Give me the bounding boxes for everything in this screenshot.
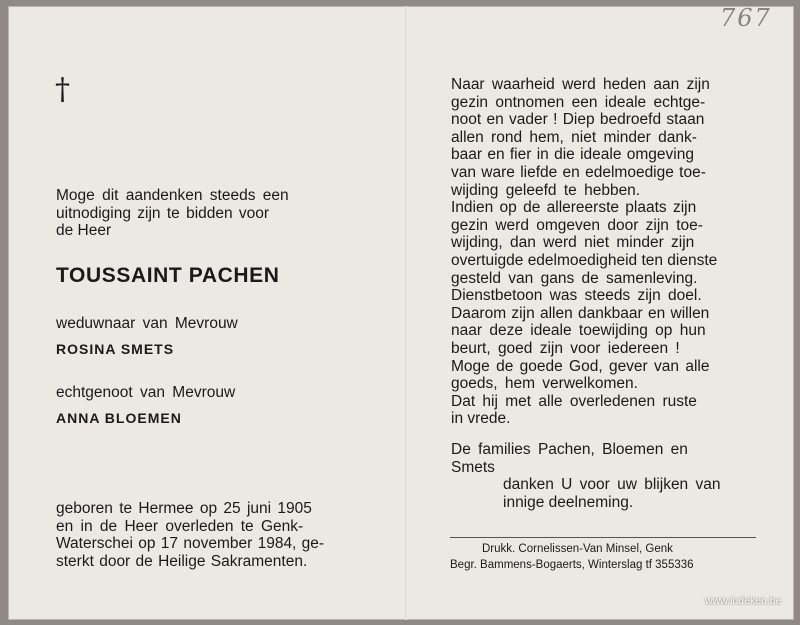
relation1-name: ROSINA SMETS <box>56 341 175 357</box>
thanks-line: Smets <box>451 458 495 476</box>
card-fold <box>405 6 407 620</box>
thanks-text <box>451 441 688 476</box>
eulogy-line: gesteld van gans de samenleving. <box>451 269 698 287</box>
eulogy-line: noot en vader ! Diep bedroefd staan <box>451 111 705 129</box>
eulogy-line: gezin ontnomen een ideale echtge- <box>451 93 706 111</box>
eulogy-text <box>451 76 717 428</box>
eulogy-line: naar deze ideale toewijding op hun <box>451 322 706 340</box>
eulogy-line: Dienstbetoon was steeds zijn doel. <box>451 287 702 305</box>
printer-line: Drukk. Cornelissen-Van Minsel, Genk <box>482 543 673 555</box>
cross-icon: † <box>55 72 70 107</box>
thanks-line: De families Pachen, Bloemen en <box>451 441 688 458</box>
eulogy-line: allen rond hem, niet minder dank- <box>451 128 697 146</box>
printer-info <box>450 541 694 573</box>
thanks-continued-text <box>503 476 720 511</box>
printer-divider <box>450 537 756 538</box>
intro-line: uitnodiging zijn te bidden voor <box>56 204 270 222</box>
thanks-line: innige deelneming. <box>503 493 634 511</box>
intro-line: Moge dit aandenken steeds een <box>56 187 289 204</box>
eulogy-line: wijding, dan werd niet minder zijn <box>451 234 695 252</box>
birth-death-line: sterkt door de Heilige Sakramenten. <box>56 552 308 570</box>
thanks-line: danken U voor uw blijken van <box>503 476 721 493</box>
eulogy-line: Moge de goede God, gever van alle <box>451 357 710 375</box>
eulogy-line: Dat hij met alle overledenen ruste <box>451 392 697 410</box>
eulogy-line: beurt, goed zijn voor iedereen ! <box>451 339 680 357</box>
eulogy-line: goeds, hem verwelkomen. <box>451 375 638 393</box>
eulogy-line: in vrede. <box>451 410 511 428</box>
deceased-name: TOUSSAINT PACHEN <box>56 264 280 287</box>
birth-death-line: Waterschei op 17 november 1984, ge- <box>56 535 325 553</box>
eulogy-line: baar en fier in die ideale omgeving <box>451 146 694 164</box>
printer-line: Begr. Bammens-Bogaerts, Winterslag tf 355336 <box>450 559 694 571</box>
intro-text <box>56 187 308 240</box>
eulogy-line: Daarom zijn allen dankbaar en willen <box>451 304 710 322</box>
birth-death-line: geboren te Hermee op 25 juni 1905 <box>56 500 312 517</box>
relation2-label: echtgenoot van Mevrouw <box>56 384 236 401</box>
eulogy-line: Naar waarheid werd heden aan zijn <box>451 76 710 93</box>
eulogy-line: gezin werd omgeven door zijn toe- <box>451 216 703 234</box>
eulogy-line: wijding geleefd te hebben. <box>451 181 641 199</box>
birth-death-line: en in de Heer overleden te Genk- <box>56 517 304 535</box>
eulogy-line: Indien op de allereerste plaats zijn <box>451 199 697 217</box>
relation1-label: weduwnaar van Mevrouw <box>56 315 238 332</box>
handwritten-number: 767 <box>720 4 772 32</box>
intro-line: de Heer <box>56 222 112 240</box>
birth-death-text <box>56 500 324 570</box>
eulogy-line: van ware liefde en edelmoedige toe- <box>451 163 706 181</box>
eulogy-line: overtuigde edelmoedigheid ten dienste <box>451 251 718 269</box>
relation2-name: ANNA BLOEMEN <box>56 410 182 426</box>
site-watermark: www.indeken.be <box>705 595 782 607</box>
